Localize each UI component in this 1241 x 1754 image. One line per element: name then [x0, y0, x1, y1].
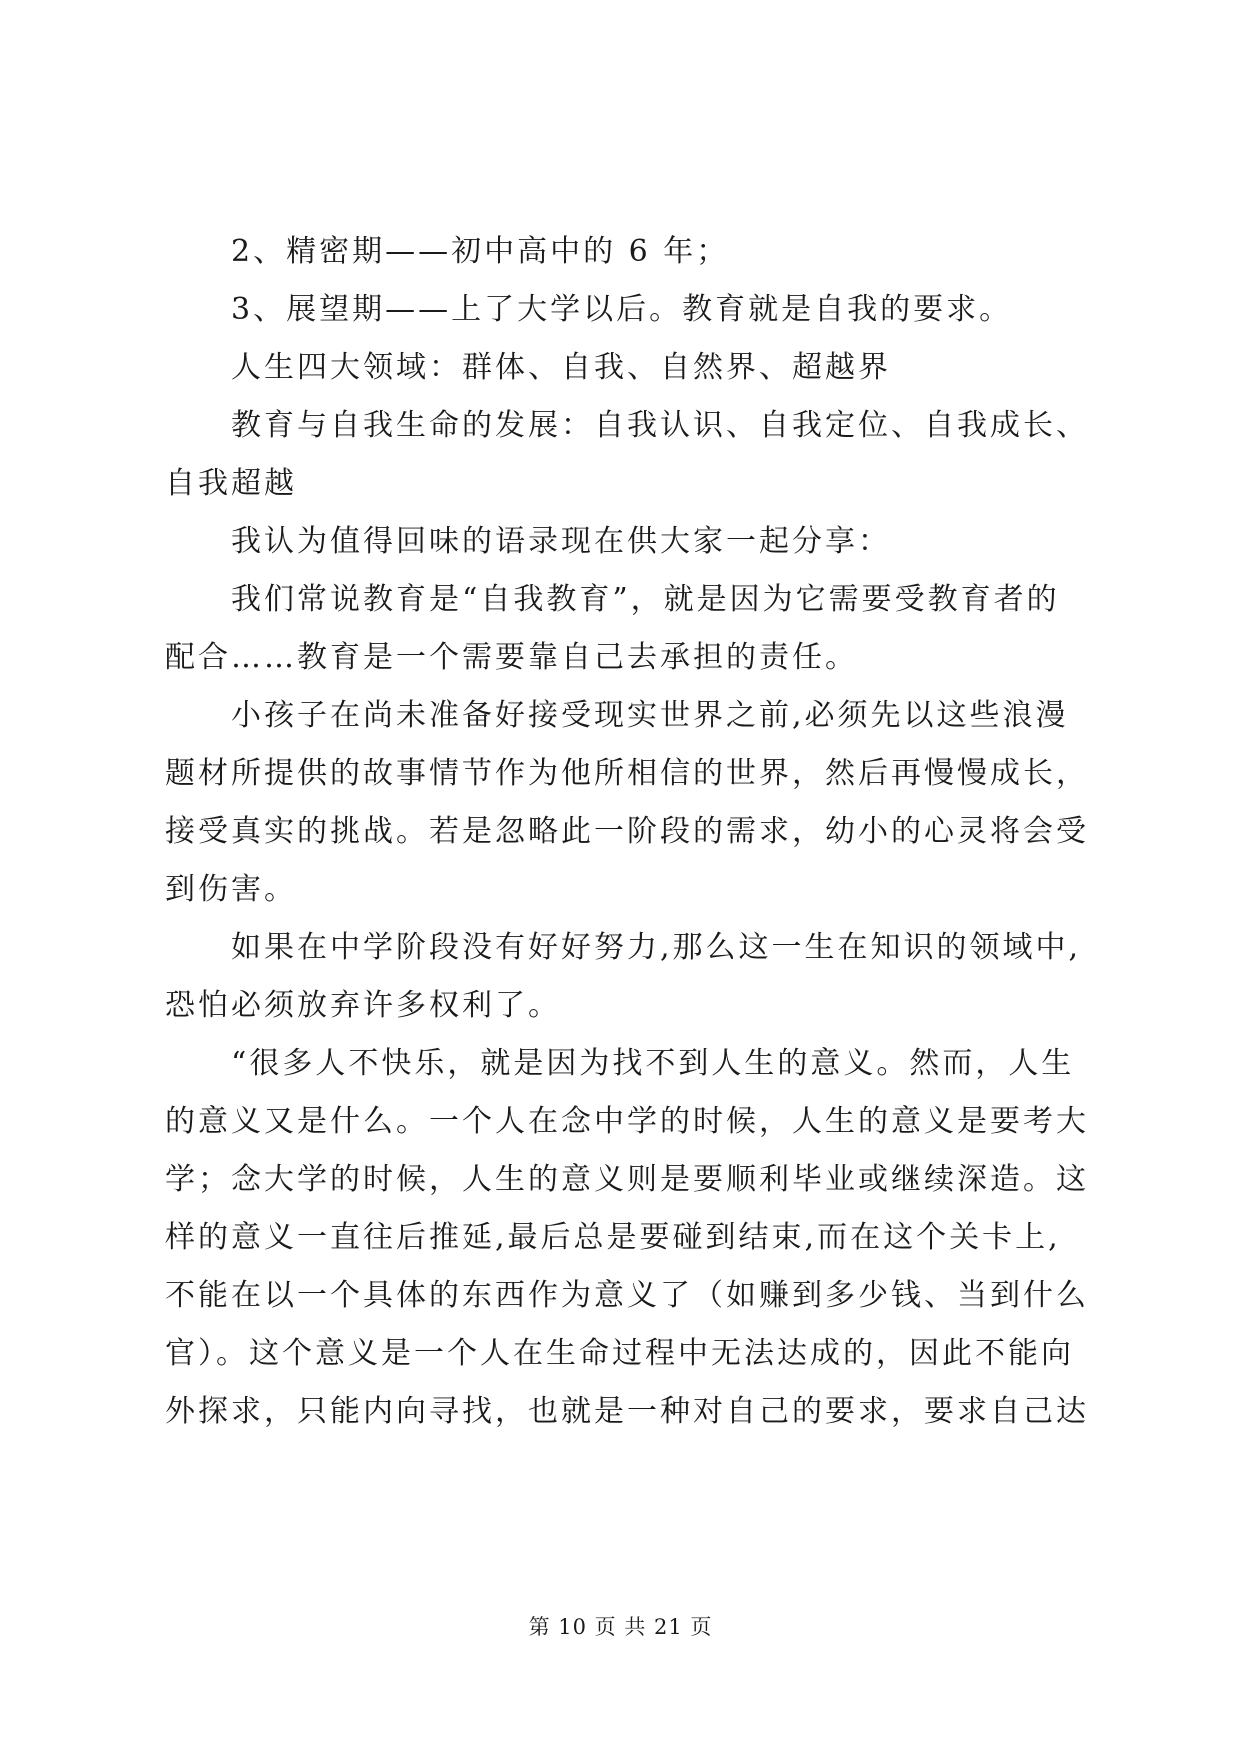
text-line: 外探求，只能内向寻找，也就是一种对自己的要求，要求自己达	[165, 1394, 1089, 1429]
text-line: 样的意义一直往后推延,最后总是要碰到结束,而在这个关卡上,	[165, 1220, 1061, 1255]
text-line: 到伤害。	[165, 872, 297, 907]
text-line: 我们常说教育是“自我教育”，就是因为它需要受教育者的	[231, 582, 1060, 617]
text-line: “很多人不快乐，就是因为找不到人生的意义。然而，人生	[231, 1046, 1075, 1081]
text-line: 配合……教育是一个需要靠自己去承担的责任。	[165, 640, 858, 675]
text-line: 我认为值得回味的语录现在供大家一起分享：	[231, 524, 891, 559]
text-line: 教育与自我生命的发展：自我认识、自我定位、自我成长、	[231, 408, 1089, 443]
text-line: 如果在中学阶段没有好好努力,那么这一生在知识的领域中,	[231, 930, 1082, 965]
text-line: 小孩子在尚未准备好接受现实世界之前,必须先以这些浪漫	[231, 698, 1069, 733]
text-line: 3、展望期——上了大学以后。教育就是自我的要求。	[231, 292, 1013, 327]
text-line: 的意义又是什么。一个人在念中学的时候，人生的意义是要考大	[165, 1104, 1089, 1139]
text-line: 人生四大领域：群体、自我、自然界、超越界	[231, 350, 891, 385]
text-line: 自我超越	[165, 466, 297, 501]
text-line: 官）。这个意义是一个人在生命过程中无法达成的，因此不能向	[165, 1336, 1074, 1371]
page-number-footer: 第 10 页 共 21 页	[528, 1615, 713, 1639]
text-line: 不能在以一个具体的东西作为意义了（如赚到多少钱、当到什么	[165, 1278, 1089, 1313]
text-line: 恐怕必须放弃许多权利了。	[165, 988, 561, 1023]
text-line: 接受真实的挑战。若是忽略此一阶段的需求，幼小的心灵将会受	[165, 814, 1089, 849]
text-line: 2、精密期——初中高中的 6 年；	[231, 234, 730, 269]
text-line: 学；念大学的时候，人生的意义则是要顺利毕业或继续深造。这	[165, 1162, 1089, 1197]
text-line: 题材所提供的故事情节作为他所相信的世界，然后再慢慢成长，	[165, 756, 1089, 791]
